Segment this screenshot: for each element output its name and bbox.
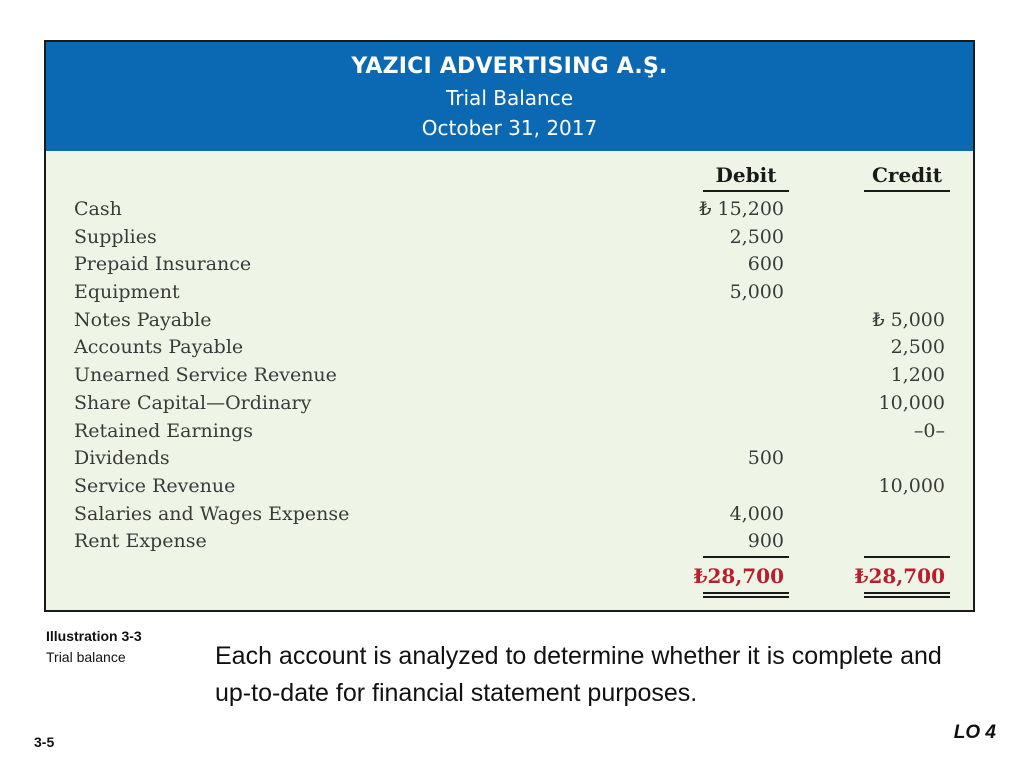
slide-number: 3-5 — [34, 734, 55, 750]
account-name: Retained Earnings — [74, 419, 254, 442]
credit-amount: 1,200 — [890, 364, 945, 387]
account-row — [46, 279, 973, 307]
account-name: Prepaid Insurance — [74, 253, 252, 276]
account-row — [46, 307, 973, 335]
account-name: Cash — [74, 198, 122, 220]
account-name: Rent Expense — [74, 530, 207, 553]
account-row — [46, 473, 973, 501]
credit-amount: 2,500 — [890, 336, 945, 359]
account-row — [46, 445, 973, 473]
account-row — [46, 528, 973, 556]
debit-double-rule-2 — [703, 596, 789, 598]
currency-symbol: ₺ — [872, 308, 885, 331]
account-row — [46, 334, 973, 362]
account-rows — [46, 196, 973, 556]
account-name: Unearned Service Revenue — [74, 364, 337, 387]
credit-column-header: Credit — [872, 163, 942, 187]
debit-total-rule — [703, 556, 789, 558]
illustration-caption-subtitle: Trial balance — [46, 649, 126, 665]
statement-date: October 31, 2017 — [421, 116, 598, 140]
statement-title: Trial Balance — [446, 86, 573, 110]
credit-value: 5,000 — [890, 308, 945, 331]
learning-objective-label: LO 4 — [953, 722, 996, 743]
debit-header-rule — [703, 190, 789, 192]
account-row — [46, 224, 973, 252]
debit-amount — [699, 196, 784, 223]
debit-amount: 600 — [747, 253, 784, 276]
debit-value: 15,200 — [717, 198, 784, 220]
slide-body-text: Each account is analyzed to determine whether it is complete and up-to-date for financial statement purposes. — [215, 642, 942, 707]
debit-column-header: Debit — [715, 163, 777, 187]
credit-header-rule — [864, 190, 950, 192]
account-name: Share Capital—Ordinary — [74, 391, 312, 414]
credit-amount: –0– — [913, 419, 945, 442]
account-row — [46, 362, 973, 390]
credit-amount: 10,000 — [878, 474, 945, 497]
account-name: Salaries and Wages Expense — [74, 502, 350, 525]
account-row — [46, 196, 973, 224]
account-row — [46, 390, 973, 418]
account-name: Supplies — [74, 225, 157, 248]
credit-double-rule-2 — [864, 596, 950, 598]
debit-amount: 5,000 — [729, 281, 784, 304]
account-row — [46, 251, 973, 279]
credit-total: ₺28,700 — [854, 564, 945, 588]
account-name: Notes Payable — [74, 308, 212, 331]
account-name: Service Revenue — [74, 474, 236, 497]
table-header — [46, 42, 973, 151]
illustration-caption-title: Illustration 3-3 — [46, 628, 142, 644]
trial-balance-table — [44, 40, 975, 612]
account-name: Accounts Payable — [74, 336, 244, 359]
debit-amount: 900 — [747, 530, 784, 553]
credit-total-rule — [864, 556, 950, 558]
company-name: YAZICI ADVERTISING A.Ş. — [351, 54, 668, 79]
debit-amount: 2,500 — [729, 225, 784, 248]
account-row — [46, 501, 973, 529]
credit-amount: 10,000 — [878, 391, 945, 414]
debit-amount: 4,000 — [729, 502, 784, 525]
debit-double-rule-1 — [703, 592, 789, 594]
account-name: Equipment — [74, 281, 180, 304]
credit-amount — [873, 307, 946, 334]
account-name: Dividends — [74, 447, 170, 470]
currency-symbol: ₺ — [699, 198, 712, 220]
debit-amount: 500 — [747, 447, 784, 470]
account-row — [46, 418, 973, 446]
debit-total: ₺28,700 — [693, 564, 784, 588]
credit-double-rule-1 — [864, 592, 950, 594]
